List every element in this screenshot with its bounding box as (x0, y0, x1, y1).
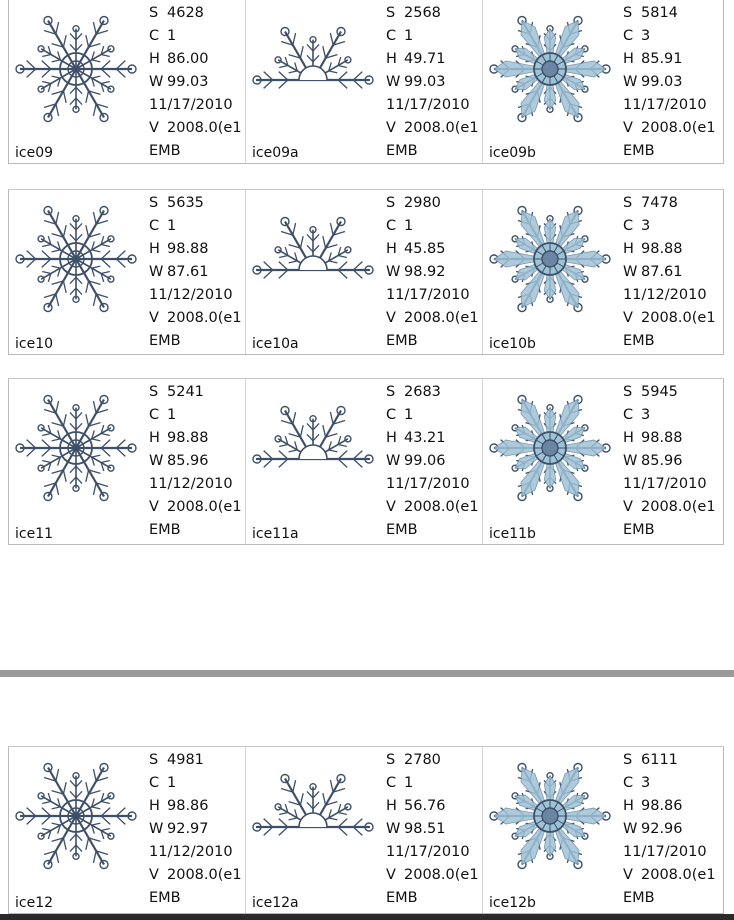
height-value: 45.85 (404, 241, 446, 257)
stitch-count-label: S (623, 195, 633, 211)
date-value: 11/12/2010 (623, 287, 707, 303)
format-value-line (623, 330, 716, 353)
stitch-count-label: S (623, 5, 633, 21)
color-count-label: C (149, 28, 160, 44)
stitch-count: 6111 (641, 752, 678, 768)
date-value-line (623, 284, 716, 307)
date-value: 11/17/2010 (386, 97, 470, 113)
format-value-line (386, 519, 479, 542)
width-value-line (623, 261, 716, 284)
color-count-line (149, 25, 242, 48)
height-value-label: H (386, 51, 397, 67)
design-tile[interactable] (483, 747, 720, 913)
date-value-line (149, 284, 242, 307)
format-value: EMB (149, 890, 181, 906)
stitch-count-label: S (623, 384, 633, 400)
width-value-label: W (149, 264, 164, 280)
format-value: EMB (623, 890, 655, 906)
format-value: EMB (149, 143, 181, 159)
height-value-line (386, 427, 479, 450)
color-count-line (386, 25, 479, 48)
color-count: 1 (404, 775, 414, 791)
color-count: 3 (641, 775, 651, 791)
format-value: EMB (386, 333, 418, 349)
snowflake-embroidery-icon[interactable] (13, 385, 139, 511)
height-value: 98.88 (167, 241, 209, 257)
version-value-line (623, 117, 716, 140)
height-value-label: H (149, 798, 160, 814)
date-value-line (623, 94, 716, 117)
stitch-count-label: S (386, 752, 396, 768)
height-value-label: H (623, 51, 634, 67)
width-value-line (623, 71, 716, 94)
stitch-count-line (623, 749, 716, 772)
date-value: 11/12/2010 (149, 287, 233, 303)
design-info (386, 2, 479, 163)
design-row-1 (8, 0, 724, 164)
width-value-line (386, 818, 479, 841)
snowflake-embroidery-icon[interactable] (13, 196, 139, 322)
color-count-label: C (386, 407, 397, 423)
stitch-count: 4981 (167, 752, 204, 768)
color-count: 1 (167, 218, 177, 234)
height-value: 98.88 (167, 430, 209, 446)
version-value: 2008.0(e1 (404, 310, 479, 326)
version-value-label: V (623, 867, 633, 883)
stitch-count-line (623, 192, 716, 215)
design-tile[interactable] (9, 190, 246, 354)
version-value-line (386, 496, 479, 519)
stitch-count: 5814 (641, 5, 678, 21)
stitch-count-line (386, 749, 479, 772)
design-info (149, 2, 242, 163)
width-value-label: W (386, 821, 401, 837)
height-value-label: H (149, 430, 160, 446)
width-value: 92.96 (641, 821, 683, 837)
design-tile[interactable] (246, 747, 483, 913)
width-value-line (149, 818, 242, 841)
version-value-label: V (386, 867, 396, 883)
width-value-label: W (386, 453, 401, 469)
version-value-label: V (149, 120, 159, 136)
width-value: 99.06 (404, 453, 446, 469)
snowflake-embroidery-icon[interactable] (487, 385, 613, 511)
format-value: EMB (623, 333, 655, 349)
stitch-count-line (149, 749, 242, 772)
design-tile[interactable] (483, 379, 720, 544)
stitch-count-line (623, 381, 716, 404)
date-value: 11/12/2010 (149, 844, 233, 860)
date-value-line (386, 284, 479, 307)
format-value-line (623, 887, 716, 910)
color-count: 3 (641, 28, 651, 44)
design-info (623, 2, 716, 163)
version-value: 2008.0(e1 (404, 499, 479, 515)
date-value: 11/17/2010 (623, 476, 707, 492)
version-value: 2008.0(e1 (641, 499, 716, 515)
height-value-line (386, 795, 479, 818)
format-value-line (386, 887, 479, 910)
version-value: 2008.0(e1 (641, 120, 716, 136)
color-count: 1 (167, 28, 177, 44)
design-name: ice10b (489, 336, 536, 352)
color-count: 3 (641, 218, 651, 234)
bottom-border (0, 914, 734, 920)
stitch-count-label: S (386, 195, 396, 211)
design-tile[interactable] (483, 190, 720, 354)
stitch-count-line (149, 381, 242, 404)
width-value: 99.03 (641, 74, 683, 90)
date-value-line (623, 473, 716, 496)
stitch-count-line (386, 381, 479, 404)
color-count-line (623, 215, 716, 238)
width-value-line (386, 450, 479, 473)
date-value-line (386, 841, 479, 864)
height-value-label: H (386, 798, 397, 814)
version-value-line (386, 864, 479, 887)
width-value-label: W (623, 264, 638, 280)
width-value: 92.97 (167, 821, 209, 837)
version-value-line (149, 496, 242, 519)
design-name: ice09a (252, 145, 299, 161)
snowflake-embroidery-icon[interactable] (487, 196, 613, 322)
stitch-count: 2780 (404, 752, 441, 768)
format-value-line (149, 140, 242, 163)
height-value-label: H (623, 430, 634, 446)
height-value: 98.86 (167, 798, 209, 814)
color-count-label: C (623, 407, 634, 423)
format-value-line (149, 519, 242, 542)
format-value-line (386, 140, 479, 163)
format-value-line (149, 887, 242, 910)
height-value: 85.91 (641, 51, 683, 67)
version-value-line (149, 307, 242, 330)
version-value: 2008.0(e1 (641, 310, 716, 326)
version-value-line (149, 117, 242, 140)
height-value: 43.21 (404, 430, 446, 446)
height-value: 49.71 (404, 51, 446, 67)
color-count: 1 (404, 28, 414, 44)
width-value-line (386, 71, 479, 94)
snowflake-embroidery-icon[interactable] (250, 6, 376, 132)
snowflake-embroidery-icon[interactable] (487, 753, 613, 879)
snowflake-embroidery-icon[interactable] (487, 6, 613, 132)
design-name: ice11b (489, 526, 536, 542)
color-count-label: C (386, 775, 397, 791)
height-value-label: H (386, 430, 397, 446)
color-count-label: C (386, 218, 397, 234)
design-tile[interactable] (246, 0, 483, 163)
stitch-count-line (149, 2, 242, 25)
design-tile[interactable] (9, 747, 246, 913)
stitch-count: 5635 (167, 195, 204, 211)
stitch-count: 4628 (167, 5, 204, 21)
version-value-label: V (149, 499, 159, 515)
width-value: 85.96 (641, 453, 683, 469)
version-value-label: V (623, 120, 633, 136)
width-value-label: W (623, 453, 638, 469)
date-value: 11/17/2010 (386, 287, 470, 303)
width-value-label: W (623, 74, 638, 90)
snowflake-embroidery-icon[interactable] (13, 6, 139, 132)
format-value: EMB (149, 522, 181, 538)
stitch-count: 2568 (404, 5, 441, 21)
height-value-label: H (149, 241, 160, 257)
width-value-label: W (149, 74, 164, 90)
height-value: 56.76 (404, 798, 446, 814)
stitch-count-line (386, 192, 479, 215)
height-value-line (149, 48, 242, 71)
stitch-count-label: S (149, 752, 159, 768)
date-value-line (386, 94, 479, 117)
design-row-4 (8, 746, 724, 914)
color-count-label: C (623, 218, 634, 234)
stitch-count: 5241 (167, 384, 204, 400)
date-value-line (623, 841, 716, 864)
format-value: EMB (623, 143, 655, 159)
design-name: ice12b (489, 895, 536, 911)
version-value-label: V (623, 310, 633, 326)
color-count-line (149, 215, 242, 238)
design-name: ice11a (252, 526, 299, 542)
width-value-label: W (149, 821, 164, 837)
date-value: 11/17/2010 (623, 97, 707, 113)
color-count-label: C (149, 775, 160, 791)
height-value-label: H (149, 51, 160, 67)
design-name: ice09 (15, 145, 54, 161)
date-value: 11/17/2010 (623, 844, 707, 860)
design-info (149, 192, 242, 353)
design-info (623, 381, 716, 542)
version-value: 2008.0(e1 (167, 120, 242, 136)
design-name: ice10 (15, 336, 54, 352)
stitch-count-label: S (386, 384, 396, 400)
height-value-line (386, 48, 479, 71)
stitch-count-line (386, 2, 479, 25)
height-value-line (623, 238, 716, 261)
stitch-count: 2980 (404, 195, 441, 211)
width-value: 98.92 (404, 264, 446, 280)
design-info (386, 749, 479, 910)
design-info (623, 192, 716, 353)
stitch-count-label: S (149, 5, 159, 21)
width-value: 98.51 (404, 821, 446, 837)
height-value-line (623, 48, 716, 71)
version-value-label: V (386, 310, 396, 326)
width-value-line (386, 261, 479, 284)
stitch-count-line (623, 2, 716, 25)
design-info (149, 749, 242, 910)
color-count-label: C (386, 28, 397, 44)
version-value-label: V (386, 499, 396, 515)
color-count-label: C (623, 775, 634, 791)
stitch-count: 5945 (641, 384, 678, 400)
width-value-label: W (386, 264, 401, 280)
date-value-line (149, 841, 242, 864)
design-tile[interactable] (246, 190, 483, 354)
color-count: 1 (404, 407, 414, 423)
color-count-label: C (149, 407, 160, 423)
version-value: 2008.0(e1 (404, 120, 479, 136)
design-tile[interactable] (483, 0, 720, 163)
height-value-line (149, 427, 242, 450)
width-value-line (623, 818, 716, 841)
design-row-3 (8, 378, 724, 545)
color-count-line (386, 404, 479, 427)
width-value: 87.61 (641, 264, 683, 280)
design-info (386, 381, 479, 542)
date-value-line (149, 473, 242, 496)
version-value: 2008.0(e1 (404, 867, 479, 883)
version-value-line (623, 864, 716, 887)
color-count-line (623, 25, 716, 48)
color-count: 1 (167, 407, 177, 423)
stitch-count-line (149, 192, 242, 215)
snowflake-embroidery-icon[interactable] (250, 385, 376, 511)
design-tile[interactable] (9, 379, 246, 544)
height-value-line (623, 795, 716, 818)
width-value-line (149, 71, 242, 94)
height-value-line (149, 795, 242, 818)
width-value: 87.61 (167, 264, 209, 280)
color-count: 1 (404, 218, 414, 234)
version-value-line (623, 496, 716, 519)
width-value: 99.03 (167, 74, 209, 90)
format-value: EMB (386, 522, 418, 538)
height-value: 98.88 (641, 430, 683, 446)
width-value-label: W (386, 74, 401, 90)
design-tile[interactable] (9, 0, 246, 163)
height-value-label: H (386, 241, 397, 257)
color-count-label: C (149, 218, 160, 234)
height-value-line (386, 238, 479, 261)
height-value-line (149, 238, 242, 261)
width-value: 99.03 (404, 74, 446, 90)
height-value-line (623, 427, 716, 450)
version-value: 2008.0(e1 (167, 867, 242, 883)
version-value-label: V (386, 120, 396, 136)
snowflake-embroidery-icon[interactable] (250, 196, 376, 322)
width-value-line (149, 261, 242, 284)
color-count: 1 (167, 775, 177, 791)
date-value-line (149, 94, 242, 117)
width-value-line (623, 450, 716, 473)
version-value-label: V (149, 310, 159, 326)
stitch-count-label: S (149, 195, 159, 211)
design-info (623, 749, 716, 910)
color-count-label: C (623, 28, 634, 44)
format-value: EMB (623, 522, 655, 538)
color-count-line (386, 215, 479, 238)
stitch-count-label: S (623, 752, 633, 768)
height-value-label: H (623, 798, 634, 814)
snowflake-embroidery-icon[interactable] (250, 753, 376, 879)
version-value-line (149, 864, 242, 887)
stitch-count: 7478 (641, 195, 678, 211)
format-value-line (623, 519, 716, 542)
snowflake-embroidery-icon[interactable] (13, 753, 139, 879)
color-count-line (386, 772, 479, 795)
design-name: ice12a (252, 895, 299, 911)
date-value: 11/17/2010 (149, 97, 233, 113)
height-value: 98.88 (641, 241, 683, 257)
format-value-line (623, 140, 716, 163)
height-value: 98.86 (641, 798, 683, 814)
design-row-2 (8, 189, 724, 355)
height-value: 86.00 (167, 51, 209, 67)
width-value-label: W (149, 453, 164, 469)
height-value-label: H (623, 241, 634, 257)
color-count-line (623, 404, 716, 427)
version-value-label: V (623, 499, 633, 515)
design-info (386, 192, 479, 353)
design-name: ice09b (489, 145, 536, 161)
color-count: 3 (641, 407, 651, 423)
stitch-count-label: S (386, 5, 396, 21)
version-value-label: V (149, 867, 159, 883)
width-value-label: W (623, 821, 638, 837)
format-value: EMB (386, 890, 418, 906)
format-value-line (386, 330, 479, 353)
date-value: 11/17/2010 (386, 844, 470, 860)
stitch-count-label: S (149, 384, 159, 400)
color-count-line (623, 772, 716, 795)
version-value-line (386, 307, 479, 330)
design-name: ice11 (15, 526, 54, 542)
design-info (149, 381, 242, 542)
design-tile[interactable] (246, 379, 483, 544)
design-name: ice10a (252, 336, 299, 352)
format-value: EMB (386, 143, 418, 159)
date-value: 11/17/2010 (386, 476, 470, 492)
color-count-line (149, 772, 242, 795)
width-value-line (149, 450, 242, 473)
version-value-line (623, 307, 716, 330)
version-value: 2008.0(e1 (167, 310, 242, 326)
design-name: ice12 (15, 895, 54, 911)
format-value: EMB (149, 333, 181, 349)
width-value: 85.96 (167, 453, 209, 469)
stitch-count: 2683 (404, 384, 441, 400)
section-divider (0, 670, 734, 677)
color-count-line (149, 404, 242, 427)
version-value: 2008.0(e1 (167, 499, 242, 515)
version-value-line (386, 117, 479, 140)
format-value-line (149, 330, 242, 353)
date-value: 11/12/2010 (149, 476, 233, 492)
date-value-line (386, 473, 479, 496)
version-value: 2008.0(e1 (641, 867, 716, 883)
